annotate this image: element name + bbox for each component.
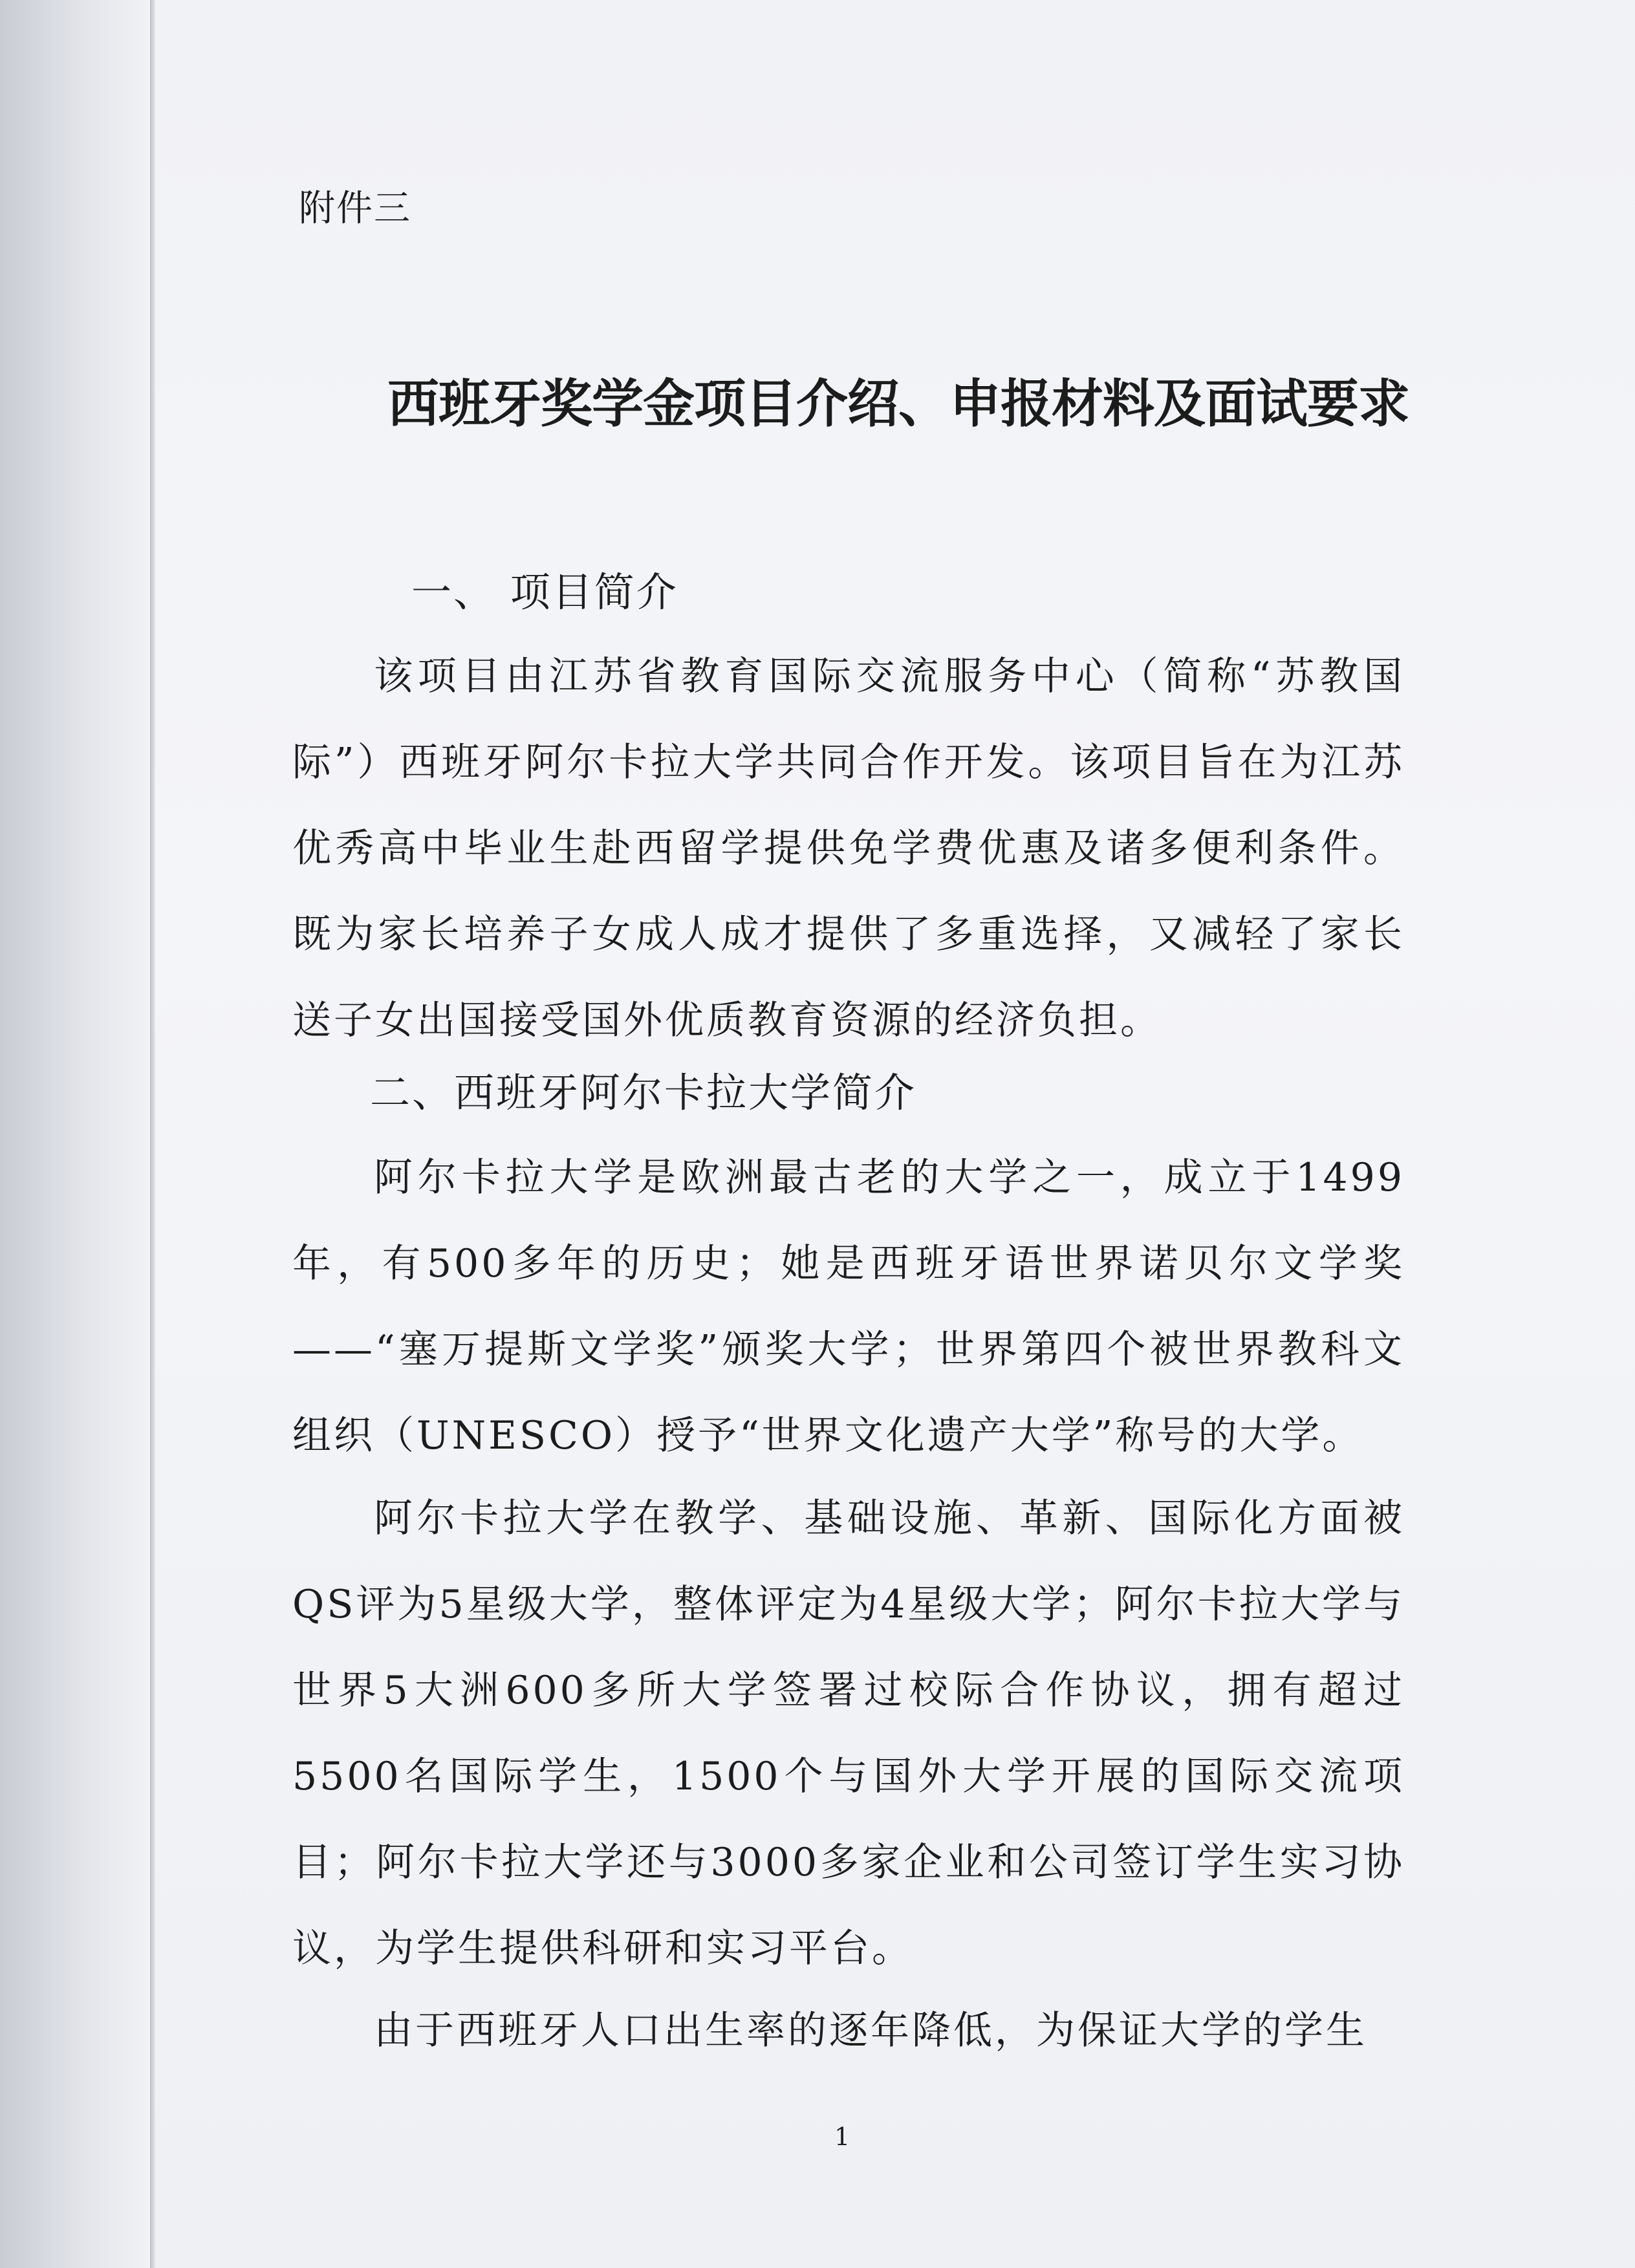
paragraph-project-intro: 该项目由江苏省教育国际交流服务中心（简称“苏教国际”）西班牙阿尔卡拉大学共同合作开发。该项目旨在为江苏优秀高中毕业生赴西留学提供免学费优惠及诸多便利条件。既为家长培养子女成人成才提供了多重选择，又减轻了家长送子女出国接受国外优质教育资源的经济负担。 [292,654,1405,1043]
paragraph-university-history: 阿尔卡拉大学是欧洲最古老的大学之一，成立于1499年，有500多年的历史；她是西班牙语世界诺贝尔文学奖——“塞万提斯文学奖”颁奖大学；世界第四个被世界教科文组织（UNESCO）授予“世界文化遗产大学”称号的大学。 [292,1155,1405,1458]
document-title: 西班牙奖学金项目介绍、申报材料及面试要求 [387,374,1409,434]
page-number: 1 [834,2122,850,2151]
paragraph-university-ranking: 阿尔卡拉大学在教学、基础设施、革新、国际化方面被QS评为5星级大学，整体评定为4星级大学；阿尔卡拉大学与世界5大洲600多所大学签署过校际合作协议，拥有超过5500名国际学生，1500个与国外大学开展的国际交流项目；阿尔卡拉大学还与3000多家企业和公司签订学生实习协议，为学生提供科研和实习平台。 [292,1496,1405,1971]
scan-fold [150,0,155,2268]
scan-edge [0,0,155,2268]
section-heading-university-intro: 二、西班牙阿尔卡拉大学简介 [370,1069,917,1116]
section-heading-project-intro: 一、 项目简介 [411,568,678,616]
attachment-label: 附件三 [299,188,411,230]
paragraph-population-note: 由于西班牙人口出生率的逐年降低，为保证大学的学生 [374,2008,1367,2053]
